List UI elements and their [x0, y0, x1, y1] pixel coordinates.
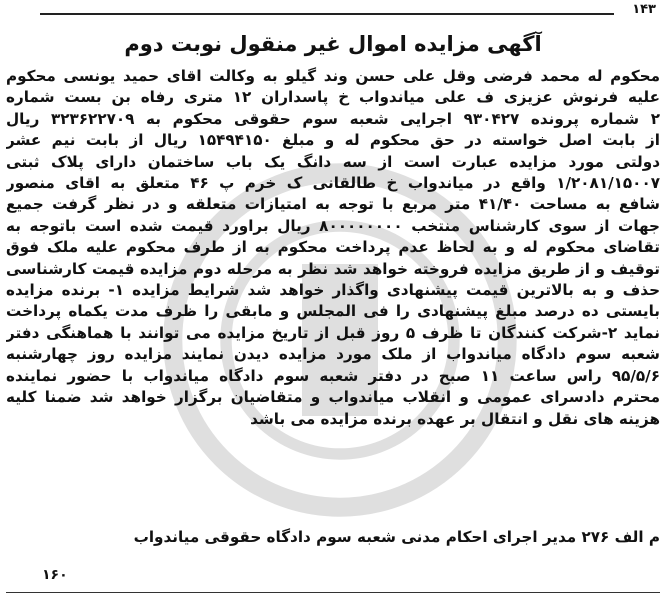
notice-line: دولتی مورد مزایده عبارت است از سه دانگ یک باب ساختمان دارای پلاک ثبتی — [6, 152, 660, 171]
top-divider — [40, 13, 614, 15]
page-number: ۱۴۳ — [632, 2, 656, 17]
notice-title: آگهی مزایده اموال غیر منقول نوبت دوم — [124, 32, 542, 56]
notice-code: ۱۶۰ — [42, 567, 68, 583]
notice-line: شعبه سوم دادگاه میاندواب از ملک مورد مزایده دیدن نمایند مزایده روز چهارشنبه — [6, 345, 660, 364]
notice-line: ۹۵/۵/۶ راس ساعت ۱۱ صبح در دفتر شعبه سوم دادگاه میاندواب با حضور نماینده — [6, 366, 660, 385]
notice-line: محترم دادسرای عمومی و انقلاب میاندواب و متقاضیان برگزار خواهد شد ضمنا کلیه — [6, 388, 660, 407]
notice-line: هزینه های نقل و انتقال بر عهده برنده مزایده می باشد — [250, 409, 660, 428]
notice-line: توقیف و از طریق مزایده فروخته خواهد شد نظر به مرحله دوم مزایده قیمت کارشناسی — [6, 259, 660, 278]
notice-line: بایستی ده درصد مبلغ پیشنهادی را فی المجلس و مابقی را ظرف مدت یکماه پرداخت — [6, 302, 660, 321]
bottom-divider — [6, 592, 660, 593]
notice-line: ۲ شماره پرونده ۹۳۰۴۲۷ اجرایی شعبه سوم حقوقی محکوم به ۳۲۳۶۲۲۷۰۹ ریال — [6, 109, 660, 128]
notice-line: شافع به مساحت ۴۱/۴۰ متر مربع با توجه به امتیازات متعلقه و در نظر گرفت جمیع — [6, 195, 660, 214]
notice-body — [6, 66, 660, 430]
notice-line: از بابت اصل خواسته در حق محکوم له و مبلغ ۱۵۴۹۴۱۵۰ ریال از بابت نیم عشر — [6, 131, 660, 150]
notice-line: تقاضای محکوم له و به لحاظ عدم پرداخت محکوم به از طرف محکوم علیه ملک فوق — [6, 238, 660, 257]
notice-line: حذف و به بالاترین قیمت پیشنهادی واگذار خواهد شد شرایط مزایده ۱- برنده مزایده — [6, 281, 660, 300]
notice-line: علیه فرنوش عزیزی ف علی میاندواب خ پاسداران ۱۲ متری رفاه بن بست شماره — [6, 88, 660, 107]
notice-line: ۱/۲۰۸۱/۱۵۰۰۷ واقع در میاندواب خ طالقانی ک خرم پ ۴۶ متعلق به اقای منصور — [6, 174, 660, 193]
notice-line: محکوم له محمد فرضی وقل علی حسن وند گیلو به وکالت اقای حمید یونسی محکوم — [6, 67, 660, 85]
notice-line: جهات از سوی کارشناس منتخب ۸۰۰۰۰۰۰۰۰ ریال براورد قیمت شده است باتوجه به — [6, 216, 660, 235]
notice-line: نماید ۲-شرکت کنندگان تا ظرف ۵ روز قبل از تاریخ مزایده می توانند با هماهنگی دفتر — [6, 323, 660, 342]
notice-signature: م الف ۲۷۶ مدیر اجرای احکام مدنی شعبه سوم دادگاه حقوقی میاندواب — [133, 528, 660, 546]
